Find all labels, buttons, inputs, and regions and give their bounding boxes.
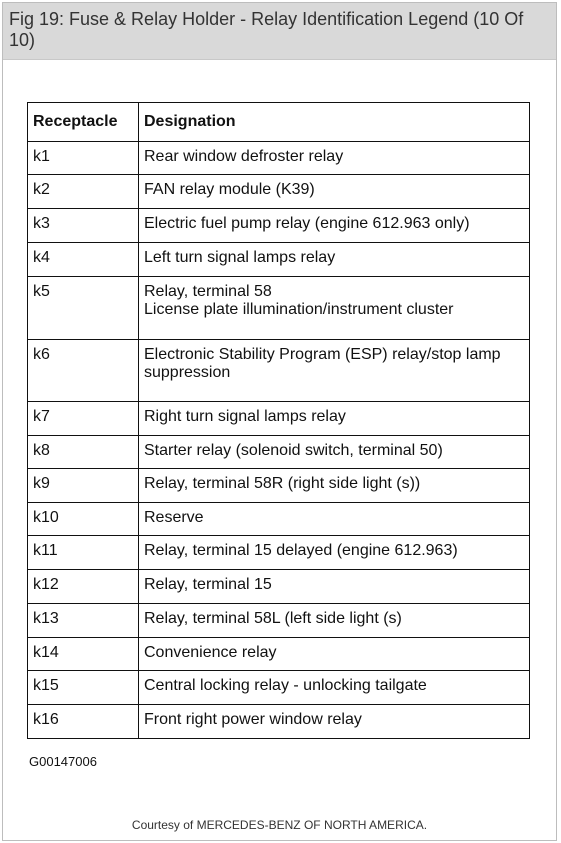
designation-cell: Left turn signal lamps relay bbox=[139, 243, 530, 277]
receptacle-cell: k15 bbox=[28, 671, 139, 705]
receptacle-cell: k16 bbox=[28, 705, 139, 739]
table-body bbox=[28, 142, 530, 739]
receptacle-cell: k12 bbox=[28, 570, 139, 604]
table-row bbox=[28, 469, 530, 503]
designation-cell: Reserve bbox=[139, 503, 530, 536]
table-row bbox=[28, 340, 530, 402]
designation-cell: FAN relay module (K39) bbox=[139, 175, 530, 209]
table-row bbox=[28, 277, 530, 340]
designation-cell: Starter relay (solenoid switch, terminal 50) bbox=[139, 436, 530, 469]
designation-cell: Relay, terminal 58R (right side light (s)) bbox=[139, 469, 530, 503]
table-row bbox=[28, 705, 530, 739]
column-header-receptacle: Receptacle bbox=[28, 103, 139, 142]
receptacle-cell: k1 bbox=[28, 142, 139, 175]
designation-cell: Relay, terminal 58L (left side light (s) bbox=[139, 604, 530, 638]
designation-cell: Relay, terminal 58 License plate illumination/instrument cluster bbox=[139, 277, 530, 340]
receptacle-cell: k3 bbox=[28, 209, 139, 243]
table-row bbox=[28, 503, 530, 536]
table-row bbox=[28, 604, 530, 638]
receptacle-cell: k13 bbox=[28, 604, 139, 638]
table-row bbox=[28, 436, 530, 469]
designation-cell: Convenience relay bbox=[139, 638, 530, 671]
designation-cell: Right turn signal lamps relay bbox=[139, 402, 530, 436]
figure-frame bbox=[2, 2, 557, 841]
table-row bbox=[28, 638, 530, 671]
receptacle-cell: k4 bbox=[28, 243, 139, 277]
designation-cell: Relay, terminal 15 delayed (engine 612.963) bbox=[139, 536, 530, 570]
table-row bbox=[28, 402, 530, 436]
table-row bbox=[28, 570, 530, 604]
table-row bbox=[28, 209, 530, 243]
courtesy-footer: Courtesy of MERCEDES-BENZ OF NORTH AMERICA. bbox=[131, 818, 428, 832]
designation-cell: Front right power window relay bbox=[139, 705, 530, 739]
receptacle-cell: k6 bbox=[28, 340, 139, 402]
designation-cell: Electronic Stability Program (ESP) relay/stop lamp suppression bbox=[139, 340, 530, 402]
table-header-row bbox=[28, 103, 530, 142]
receptacle-cell: k2 bbox=[28, 175, 139, 209]
receptacle-cell: k8 bbox=[28, 436, 139, 469]
designation-cell: Relay, terminal 15 bbox=[139, 570, 530, 604]
table-row bbox=[28, 142, 530, 175]
receptacle-cell: k14 bbox=[28, 638, 139, 671]
receptacle-cell: k10 bbox=[28, 503, 139, 536]
designation-cell: Rear window defroster relay bbox=[139, 142, 530, 175]
relay-legend-table bbox=[27, 102, 530, 739]
figure-id: G00147006 bbox=[29, 754, 97, 769]
receptacle-cell: k11 bbox=[28, 536, 139, 570]
table-row bbox=[28, 671, 530, 705]
table-row bbox=[28, 536, 530, 570]
designation-cell: Central locking relay - unlocking tailgate bbox=[139, 671, 530, 705]
receptacle-cell: k5 bbox=[28, 277, 139, 340]
table-row bbox=[28, 175, 530, 209]
receptacle-cell: k9 bbox=[28, 469, 139, 503]
receptacle-cell: k7 bbox=[28, 402, 139, 436]
designation-cell: Electric fuel pump relay (engine 612.963 only) bbox=[139, 209, 530, 243]
figure-header bbox=[3, 3, 556, 60]
figure-title: Fig 19: Fuse & Relay Holder - Relay Identification Legend (10 Of 10) bbox=[9, 9, 524, 50]
table-row bbox=[28, 243, 530, 277]
column-header-designation: Designation bbox=[139, 103, 530, 142]
